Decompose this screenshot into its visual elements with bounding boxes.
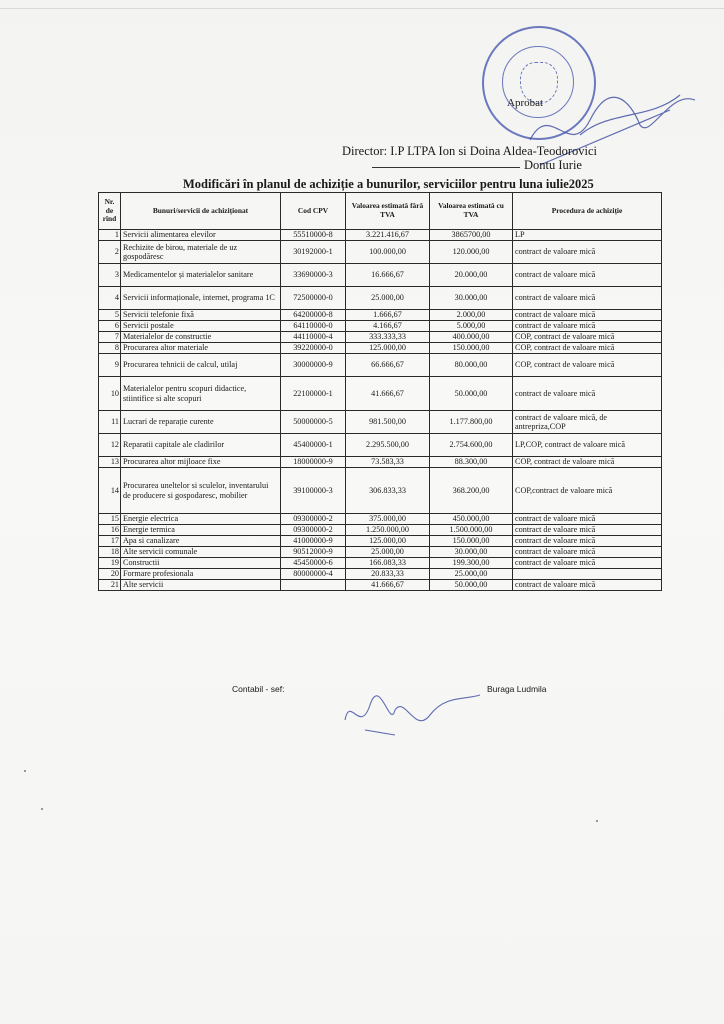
- row-cpv: 64200000-8: [281, 310, 346, 321]
- row-item: Procurarea altor materiale: [121, 343, 281, 354]
- approved-label: Aprobat: [507, 97, 544, 109]
- row-number: 4: [99, 287, 121, 310]
- row-procedure: COP, contract de valoare mică: [513, 457, 662, 468]
- table-row: [99, 411, 662, 434]
- table-row: [99, 310, 662, 321]
- row-number: 19: [99, 558, 121, 569]
- row-item: Servicii telefonie fixă: [121, 310, 281, 321]
- row-cpv: 45450000-6: [281, 558, 346, 569]
- row-procedure: contract de valoare mică: [513, 310, 662, 321]
- document-title: Modificări în planul de achiziție a bunurilor, serviciilor pentru luna iulie2025: [183, 177, 594, 191]
- header-nr: Nr. de rînd: [99, 193, 121, 230]
- row-cpv: 80000000-4: [281, 569, 346, 580]
- row-value-no-vat: 1.250.000,00: [346, 525, 430, 536]
- row-item: Materialelor pentru scopuri didactice, stiintifice si alte scopuri: [121, 377, 281, 411]
- row-cpv: 39100000-3: [281, 468, 346, 514]
- row-cpv: 64110000-0: [281, 321, 346, 332]
- table-row: [99, 580, 662, 591]
- table-row: [99, 354, 662, 377]
- table-row: [99, 514, 662, 525]
- row-item: Rechizite de birou, materiale de uz gospodăresc: [121, 241, 281, 264]
- row-value-vat: 30.000,00: [430, 287, 513, 310]
- row-cpv: 39220000-0: [281, 343, 346, 354]
- row-procedure: contract de valoare mică: [513, 377, 662, 411]
- header-item: Bunuri/servicii de achiziționat: [121, 193, 281, 230]
- scan-speck: [24, 770, 26, 772]
- row-value-no-vat: 25.000,00: [346, 547, 430, 558]
- accountant-label: Contabil - sef:: [232, 684, 285, 694]
- row-cpv: 50000000-5: [281, 411, 346, 434]
- scan-edge: [0, 8, 724, 9]
- table-row: [99, 264, 662, 287]
- scan-speck: [41, 808, 43, 810]
- row-procedure: contract de valoare mică, de antrepriza,COP: [513, 411, 662, 434]
- row-value-vat: 50.000,00: [430, 377, 513, 411]
- row-value-vat: 450.000,00: [430, 514, 513, 525]
- row-cpv: 09300000-2: [281, 514, 346, 525]
- row-procedure: contract de valoare mică: [513, 514, 662, 525]
- row-number: 6: [99, 321, 121, 332]
- row-cpv: 30192000-1: [281, 241, 346, 264]
- row-procedure: COP, contract de valoare mică: [513, 332, 662, 343]
- row-item: Apa si canalizare: [121, 536, 281, 547]
- row-value-vat: 150.000,00: [430, 343, 513, 354]
- row-value-vat: 2.000,00: [430, 310, 513, 321]
- row-value-no-vat: 125.000,00: [346, 536, 430, 547]
- row-item: Servicii informaționale, internet, programa 1C: [121, 287, 281, 310]
- row-number: 12: [99, 434, 121, 457]
- row-value-no-vat: 20.833,33: [346, 569, 430, 580]
- row-value-vat: 25.000,00: [430, 569, 513, 580]
- row-item: Lucrari de reparație curente: [121, 411, 281, 434]
- row-value-no-vat: 375.000,00: [346, 514, 430, 525]
- row-item: Procurarea uneltelor si sculelor, inventarului de producere si gospodaresc, mobilier: [121, 468, 281, 514]
- row-item: Servicii alimentarea elevilor: [121, 230, 281, 241]
- header-value-vat: Valoarea estimată cu TVA: [430, 193, 513, 230]
- row-cpv: [281, 580, 346, 591]
- row-value-no-vat: 16.666,67: [346, 264, 430, 287]
- row-number: 11: [99, 411, 121, 434]
- row-value-vat: 150.000,00: [430, 536, 513, 547]
- table-row: [99, 569, 662, 580]
- row-number: 1: [99, 230, 121, 241]
- table-row: [99, 321, 662, 332]
- director-name: Dontu Iurie: [524, 158, 582, 172]
- table-row: [99, 377, 662, 411]
- row-cpv: 45400000-1: [281, 434, 346, 457]
- table-row: [99, 241, 662, 264]
- row-value-vat: 1.177.800,00: [430, 411, 513, 434]
- table-row: [99, 287, 662, 310]
- table-header-row: [99, 193, 662, 230]
- row-cpv: 33690000-3: [281, 264, 346, 287]
- table-row: [99, 457, 662, 468]
- scan-speck: [596, 820, 598, 822]
- director-line: Director: I.P LTPA Ion si Doina Aldea-Teodorovici: [342, 144, 597, 158]
- row-item: Procurarea altor mijloace fixe: [121, 457, 281, 468]
- row-cpv: 30000000-9: [281, 354, 346, 377]
- row-procedure: contract de valoare mică: [513, 321, 662, 332]
- row-value-vat: 5.000,00: [430, 321, 513, 332]
- row-procedure: COP, contract de valoare mică: [513, 354, 662, 377]
- row-cpv: 41000000-9: [281, 536, 346, 547]
- row-number: 5: [99, 310, 121, 321]
- row-procedure: COP,contract de valoare mică: [513, 468, 662, 514]
- row-number: 21: [99, 580, 121, 591]
- row-value-no-vat: 1.666,67: [346, 310, 430, 321]
- row-value-vat: 368.200,00: [430, 468, 513, 514]
- table-row: [99, 547, 662, 558]
- row-number: 20: [99, 569, 121, 580]
- row-procedure: contract de valoare mică: [513, 547, 662, 558]
- row-value-no-vat: 73.583,33: [346, 457, 430, 468]
- row-number: 14: [99, 468, 121, 514]
- row-item: Constructii: [121, 558, 281, 569]
- row-number: 8: [99, 343, 121, 354]
- row-procedure: contract de valoare mică: [513, 264, 662, 287]
- accountant-signature: [335, 690, 485, 740]
- row-cpv: 22100000-1: [281, 377, 346, 411]
- row-value-vat: 20.000,00: [430, 264, 513, 287]
- table-row: [99, 332, 662, 343]
- row-number: 10: [99, 377, 121, 411]
- row-value-vat: 30.000,00: [430, 547, 513, 558]
- row-value-vat: 1.500.000,00: [430, 525, 513, 536]
- row-cpv: 44110000-4: [281, 332, 346, 343]
- row-number: 17: [99, 536, 121, 547]
- row-procedure: contract de valoare mică: [513, 241, 662, 264]
- row-item: Servicii postale: [121, 321, 281, 332]
- row-number: 18: [99, 547, 121, 558]
- row-value-no-vat: 41.666,67: [346, 580, 430, 591]
- row-item: Formare profesionala: [121, 569, 281, 580]
- table-row: [99, 468, 662, 514]
- table-row: [99, 434, 662, 457]
- row-procedure: [513, 569, 662, 580]
- row-value-vat: 88.300,00: [430, 457, 513, 468]
- row-value-vat: 400.000,00: [430, 332, 513, 343]
- row-number: 15: [99, 514, 121, 525]
- header-procedure: Procedura de achiziție: [513, 193, 662, 230]
- row-value-no-vat: 100.000,00: [346, 241, 430, 264]
- row-procedure: contract de valoare mică: [513, 287, 662, 310]
- row-value-vat: 120.000,00: [430, 241, 513, 264]
- table-row: [99, 230, 662, 241]
- row-procedure: contract de valoare mică: [513, 558, 662, 569]
- row-cpv: 90512000-9: [281, 547, 346, 558]
- row-value-vat: 80.000,00: [430, 354, 513, 377]
- row-value-no-vat: 306.833,33: [346, 468, 430, 514]
- row-procedure: COP, contract de valoare mică: [513, 343, 662, 354]
- row-value-no-vat: 41.666,67: [346, 377, 430, 411]
- row-value-no-vat: 66.666,67: [346, 354, 430, 377]
- row-item: Alte servicii comunale: [121, 547, 281, 558]
- row-number: 9: [99, 354, 121, 377]
- row-number: 2: [99, 241, 121, 264]
- header-cpv: Cod CPV: [281, 193, 346, 230]
- row-cpv: 72500000-0: [281, 287, 346, 310]
- table-row: [99, 558, 662, 569]
- row-item: Procurarea tehnicii de calcul, utilaj: [121, 354, 281, 377]
- row-value-no-vat: 981.500,00: [346, 411, 430, 434]
- row-procedure: LP: [513, 230, 662, 241]
- header-value-no-vat: Valoarea estimată fără TVA: [346, 193, 430, 230]
- row-cpv: 55510000-8: [281, 230, 346, 241]
- row-value-vat: 50.000,00: [430, 580, 513, 591]
- accountant-name: Buraga Ludmila: [487, 684, 547, 694]
- row-procedure: contract de valoare mică: [513, 536, 662, 547]
- row-item: Energie termica: [121, 525, 281, 536]
- row-value-no-vat: 2.295.500,00: [346, 434, 430, 457]
- row-item: Alte servicii: [121, 580, 281, 591]
- row-value-vat: 199.300,00: [430, 558, 513, 569]
- row-value-no-vat: 333.333,33: [346, 332, 430, 343]
- row-item: Reparatii capitale ale cladirilor: [121, 434, 281, 457]
- row-value-no-vat: 3.221.416,67: [346, 230, 430, 241]
- row-procedure: contract de valoare mică: [513, 525, 662, 536]
- row-item: Medicamentelor și materialelor sanitare: [121, 264, 281, 287]
- row-number: 16: [99, 525, 121, 536]
- row-procedure: contract de valoare mică: [513, 580, 662, 591]
- row-value-no-vat: 25.000,00: [346, 287, 430, 310]
- table-row: [99, 525, 662, 536]
- row-value-no-vat: 4.166,67: [346, 321, 430, 332]
- row-number: 3: [99, 264, 121, 287]
- row-cpv: 18000000-9: [281, 457, 346, 468]
- table-row: [99, 536, 662, 547]
- row-value-vat: 2.754.600,00: [430, 434, 513, 457]
- row-value-vat: 3865700,00: [430, 230, 513, 241]
- row-number: 13: [99, 457, 121, 468]
- row-number: 7: [99, 332, 121, 343]
- procurement-table: [98, 192, 662, 591]
- row-value-no-vat: 166.083,33: [346, 558, 430, 569]
- table-row: [99, 343, 662, 354]
- row-item: Energie electrica: [121, 514, 281, 525]
- row-value-no-vat: 125.000,00: [346, 343, 430, 354]
- row-item: Materialelor de constructie: [121, 332, 281, 343]
- row-procedure: LP,COP, contract de valoare mică: [513, 434, 662, 457]
- signature-line: [372, 167, 520, 168]
- row-cpv: 09300000-2: [281, 525, 346, 536]
